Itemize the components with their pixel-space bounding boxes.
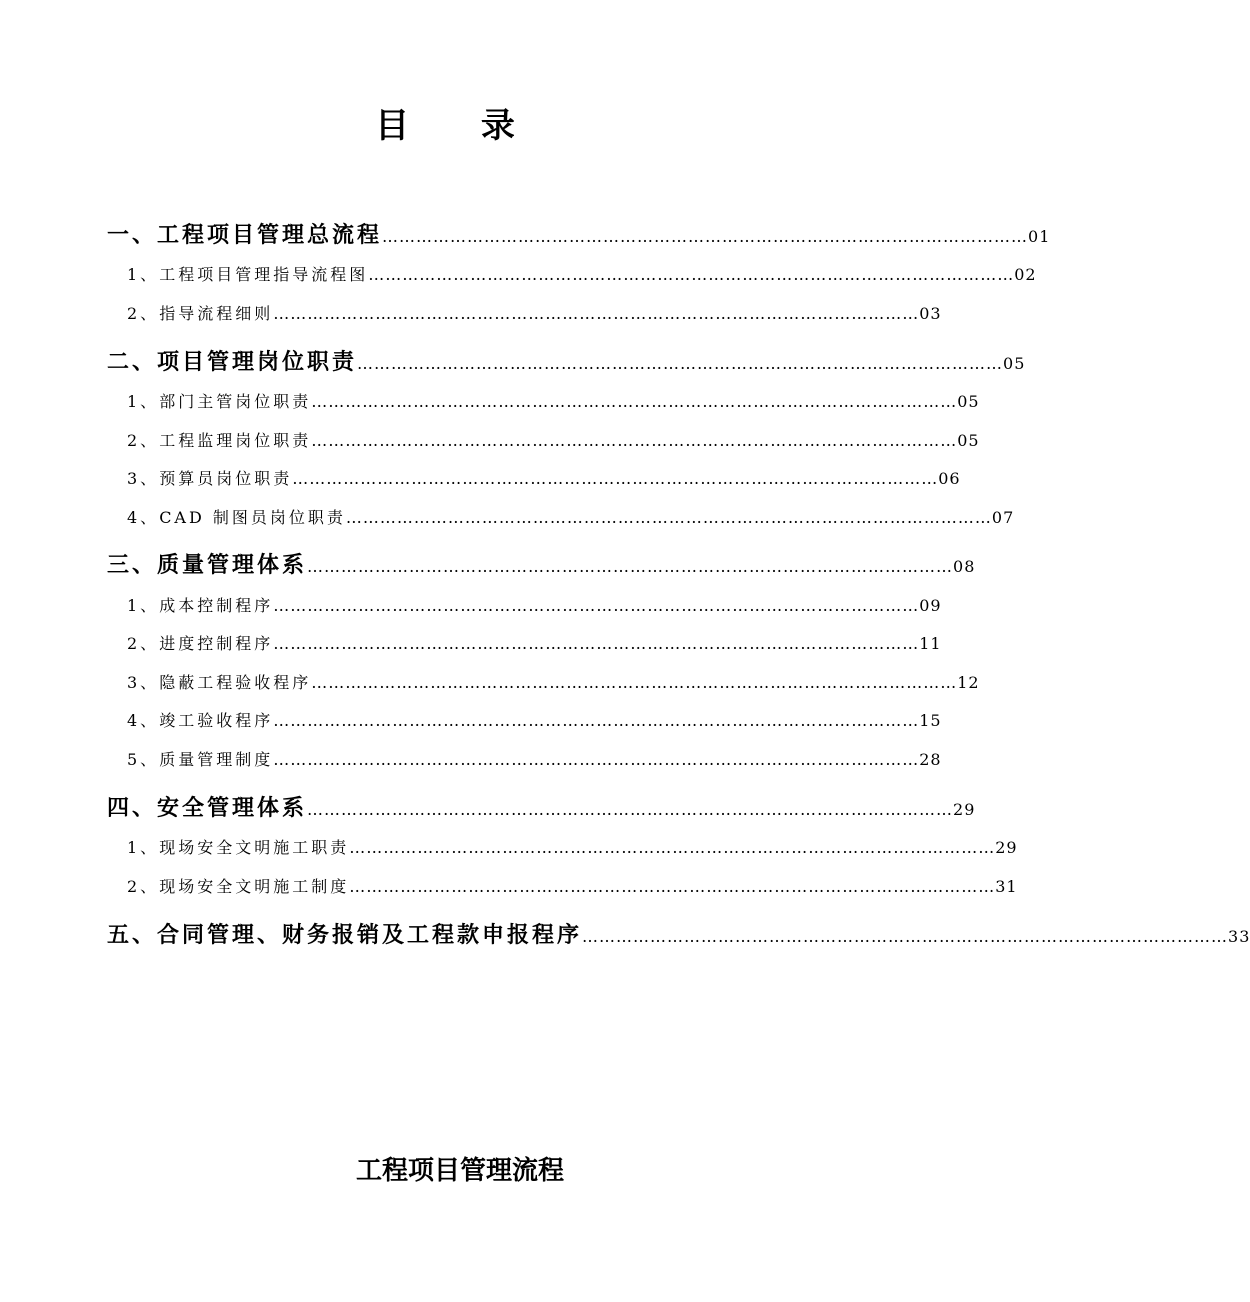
toc-entry-number: 1、 [127, 596, 160, 615]
toc-entry[interactable] [127, 301, 942, 324]
toc-leader: …………………………………………………………………………………………………… [349, 877, 996, 896]
toc-entry[interactable] [127, 593, 942, 616]
toc-entry[interactable] [127, 670, 980, 693]
toc-entry-label: 合同管理、财务报销及工程款申报程序 [157, 923, 583, 948]
toc-leader: …………………………………………………………………………………………………… [273, 596, 920, 615]
toc-entry-label: 安全管理体系 [157, 796, 308, 821]
toc-entry-page: 09 [919, 596, 942, 615]
toc-entry-label: 质量管理制度 [159, 750, 274, 769]
toc-leader: …………………………………………………………………………………………………… [273, 750, 920, 769]
toc-entry-page: 11 [919, 634, 942, 653]
toc-entry-label: 质量管理体系 [157, 553, 308, 578]
toc-entry-label: 工程项目管理指导流程图 [159, 265, 369, 284]
toc-entry-label: 预算员岗位职责 [159, 469, 293, 488]
toc-entry-number: 5、 [127, 750, 160, 769]
toc-entry-label: 指导流程细则 [159, 304, 274, 323]
toc-leader: …………………………………………………………………………………………………… [311, 431, 958, 450]
toc-entry[interactable] [127, 874, 1018, 897]
section-title: 工程项目管理流程 [355, 1156, 564, 1186]
toc-entry-page: 05 [957, 431, 980, 450]
toc-entry-number: 三、 [107, 553, 158, 578]
toc-entry[interactable] [107, 345, 1026, 376]
toc-entry-label: 项目管理岗位职责 [157, 350, 358, 375]
toc-entry-number: 2、 [127, 431, 160, 450]
toc-entry[interactable] [127, 262, 1037, 285]
toc-leader: …………………………………………………………………………………………………… [292, 469, 939, 488]
toc-entry-number: 4、 [127, 508, 160, 527]
toc-entry-page: 05 [957, 392, 980, 411]
toc-entry-label: 部门主管岗位职责 [159, 392, 312, 411]
toc-entry[interactable] [107, 918, 1250, 949]
toc-entry-number: 1、 [127, 265, 160, 284]
toc-entry-page: 01 [1028, 227, 1051, 246]
toc-entry-number: 4、 [127, 711, 160, 730]
toc-entry-number: 1、 [127, 392, 160, 411]
toc-entry[interactable] [107, 218, 1051, 249]
toc-entry[interactable] [127, 389, 980, 412]
toc-entry-page: 29 [953, 800, 976, 819]
toc-entry-page: 05 [1003, 354, 1026, 373]
toc-entry-label: 现场安全文明施工职责 [159, 838, 350, 857]
toc-entry[interactable] [127, 428, 980, 451]
toc-entry-page: 15 [919, 711, 942, 730]
toc-entry-label: CAD 制图员岗位职责 [159, 508, 346, 527]
toc-entry[interactable] [127, 466, 961, 489]
toc-entry[interactable] [127, 505, 1015, 528]
toc-entry-number: 1、 [127, 838, 160, 857]
toc-entry-number: 2、 [127, 304, 160, 323]
toc-entry-number: 2、 [127, 634, 160, 653]
toc-entry-page: 08 [953, 557, 976, 576]
toc-entry-page: 29 [995, 838, 1018, 857]
toc-entry-number: 一、 [107, 223, 158, 248]
toc-entry-number: 3、 [127, 673, 160, 692]
toc-leader: …………………………………………………………………………………………………… [273, 711, 920, 730]
toc-leader: …………………………………………………………………………………………………… [273, 634, 920, 653]
toc-entry-number: 3、 [127, 469, 160, 488]
page-title: 目 录 [375, 106, 545, 146]
toc-leader: …………………………………………………………………………………………………… [382, 227, 1029, 246]
toc-entry-number: 二、 [107, 350, 158, 375]
toc-leader: …………………………………………………………………………………………………… [357, 354, 1004, 373]
toc-entry-page: 06 [938, 469, 961, 488]
toc-leader: …………………………………………………………………………………………………… [349, 838, 996, 857]
toc-entry[interactable] [127, 835, 1018, 858]
toc-leader: …………………………………………………………………………………………………… [311, 392, 958, 411]
toc-entry[interactable] [107, 791, 976, 822]
toc-entry[interactable] [127, 708, 942, 731]
toc-entry-label: 进度控制程序 [159, 634, 274, 653]
toc-entry[interactable] [127, 747, 942, 770]
toc-entry-label: 现场安全文明施工制度 [159, 877, 350, 896]
toc-entry[interactable] [127, 631, 942, 654]
toc-leader: …………………………………………………………………………………………………… [307, 557, 954, 576]
toc-entry-page: 03 [919, 304, 942, 323]
toc-entry-label: 竣工验收程序 [159, 711, 274, 730]
toc-entry-page: 07 [991, 508, 1015, 527]
toc-leader: …………………………………………………………………………………………………… [273, 304, 920, 323]
toc-entry-number: 五、 [107, 923, 158, 948]
toc-entry-page: 12 [957, 673, 980, 692]
toc-entry-page: 31 [995, 877, 1018, 896]
toc-entry-label: 成本控制程序 [159, 596, 274, 615]
toc-leader: …………………………………………………………………………………………………… [345, 508, 992, 527]
toc-entry-number: 四、 [107, 796, 158, 821]
toc-entry-page: 28 [919, 750, 942, 769]
toc-entry[interactable] [107, 548, 976, 579]
toc-leader: …………………………………………………………………………………………………… [368, 265, 1015, 284]
toc-leader: …………………………………………………………………………………………………… [311, 673, 958, 692]
toc-entry-label: 工程项目管理总流程 [157, 223, 383, 248]
toc-entry-label: 隐蔽工程验收程序 [159, 673, 312, 692]
toc-leader: …………………………………………………………………………………………………… [582, 927, 1229, 946]
toc-entry-page: 33 [1228, 927, 1250, 946]
toc-entry-page: 02 [1014, 265, 1037, 284]
toc-leader: …………………………………………………………………………………………………… [307, 800, 954, 819]
toc-entry-label: 工程监理岗位职责 [159, 431, 312, 450]
toc-entry-number: 2、 [127, 877, 160, 896]
